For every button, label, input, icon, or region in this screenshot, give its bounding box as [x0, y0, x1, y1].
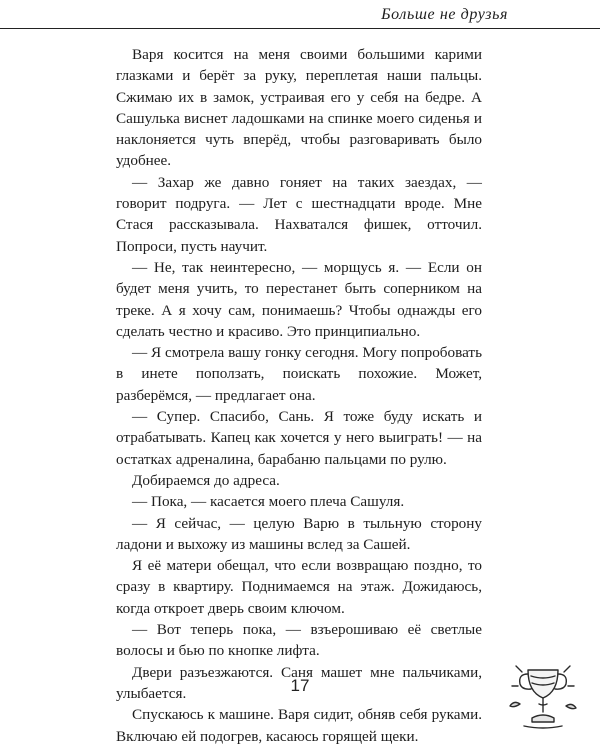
page-number: 17 [290, 676, 310, 695]
paragraph: — Вот теперь пока, — взъерошиваю её светлые волосы и бью по кнопке лифта. [116, 621, 482, 660]
header-rule [0, 28, 600, 29]
body-text [116, 44, 482, 747]
paragraph: — Пока, — касается моего плеча Сашуля. [132, 493, 405, 511]
paragraph: Двери разъезжаются. Саня машет мне пальчиками, улыбается. [116, 663, 482, 702]
running-header [0, 0, 600, 40]
paragraph: — Супер. Спасибо, Сань. Я тоже буду искать и отрабатывать. Капец как хочется у него выиграть! — на остатках адреналина, барабаню пальцами по рулю. [116, 408, 482, 468]
paragraph: — Не, так неинтересно, — морщусь я. — Если он будет меня учить, то перестанет быть соперником на треке. А я хочу сам, понимаешь? Чтобы однажды его сделать честно и красиво. Это принципиально. [116, 258, 482, 340]
paragraph: Я её матери обещал, что если возвращаю поздно, то сразу в квартиру. Поднимаемся на этаж. Дожидаюсь, когда откроет дверь своим ключом. [116, 557, 482, 617]
paragraph: — Я смотрела вашу гонку сегодня. Могу попробовать в инете поползать, поискать похожие. Может, разберёмся, — предлагает она. [116, 344, 482, 404]
paragraph: — Захар же давно гоняет на таких заездах, — говорит подруга. — Лет с шестнадцати вроде. Мне Стася рассказывала. Нахватался фишек, отточил. Попроси, пусть научит. [116, 173, 482, 255]
paragraph: — Я сейчас, — целую Варю в тыльную сторону ладони и выхожу из машины вслед за Сашей. [116, 514, 482, 553]
paragraph: Добираемся до адреса. [132, 471, 280, 489]
paragraph: Спускаюсь к машине. Варя сидит, обняв себя руками. Включаю ей подогрев, касаюсь горящей щеки. [116, 706, 482, 745]
paragraph: Варя косится на меня своими большими карими глазками и берёт за руку, переплетая наши пальцы. Сжимаю их в замок, устраивая его у себя на бедре. А Сашулька виснет ладошками на спинке моего сиденья и наклоняется чуть вперёд, чтобы разговаривать было удобнее. [116, 46, 482, 170]
running-title: Больше не друзья [375, 6, 508, 24]
trophy-cup-icon [498, 656, 588, 736]
